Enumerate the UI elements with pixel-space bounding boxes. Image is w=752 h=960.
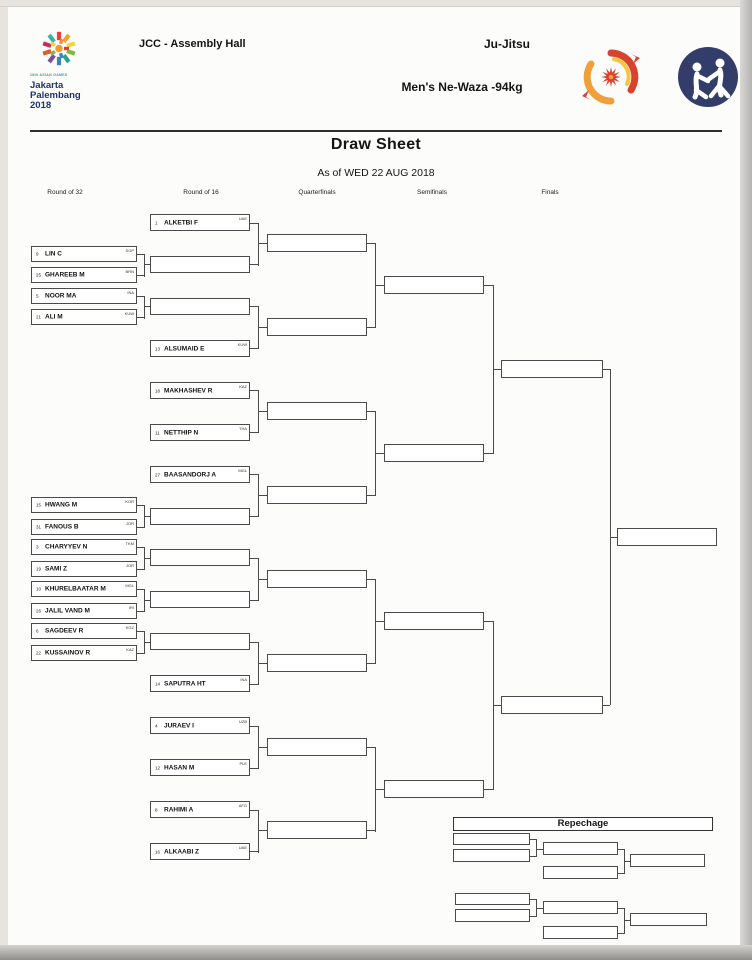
noc-code: KAZ (239, 384, 247, 389)
noc-code: KUW (124, 311, 134, 316)
bracket-line (367, 243, 375, 244)
as-of-date: As of WED 22 AUG 2018 (317, 167, 435, 179)
bracket-line (137, 296, 144, 297)
bracket-line (144, 254, 145, 277)
seed-number: 4 (155, 723, 158, 728)
noc-code: JOR (126, 521, 134, 526)
repechage-slot-box (543, 901, 618, 914)
noc-code: AFG (238, 803, 247, 808)
bracket-line (137, 254, 144, 255)
winner-slot-box (150, 298, 250, 315)
logo-city-jakarta: Jakarta (30, 80, 64, 91)
bracket-line (258, 243, 267, 244)
bracket-line (375, 621, 384, 622)
jujitsu-pictogram (677, 46, 739, 108)
seed-number: 27 (155, 472, 161, 477)
bracket-line (624, 861, 630, 862)
round32-player-box (31, 519, 137, 535)
noc-code: SGP (125, 248, 134, 253)
athlete-name: ALSUMAID E (164, 345, 205, 352)
bracket-line (137, 653, 144, 654)
repechage-slot-box (453, 833, 530, 845)
bracket-line (493, 369, 501, 370)
athlete-name: LIN C (45, 250, 62, 258)
bracket-line (367, 830, 375, 831)
seed-number: 16 (155, 849, 161, 854)
logo-city-palembang: Palembang (30, 90, 81, 101)
bracket-line (250, 642, 258, 643)
winner-slot-box (617, 528, 717, 546)
scan-edge-left (0, 0, 8, 960)
bracket-line (144, 296, 145, 319)
bracket-line (250, 432, 258, 433)
bracket-line (484, 621, 493, 622)
header-divider (30, 130, 722, 132)
winner-slot-box (267, 234, 367, 252)
bracket-line (250, 390, 258, 391)
bracket-line (137, 631, 144, 632)
noc-code: INA (240, 677, 247, 682)
athlete-name: GHAREEB M (45, 271, 85, 279)
bracket-line (603, 705, 610, 706)
asian-games-logo (33, 26, 85, 76)
repechage-slot-box (543, 926, 618, 939)
event-label: Men's Ne-Waza -94kg (401, 80, 523, 94)
winner-slot-box (384, 780, 484, 798)
bracket-line (250, 684, 258, 685)
round32-player-box (31, 497, 137, 513)
seed-number: 21 (36, 314, 42, 320)
column-header-finals: Finals (541, 189, 559, 196)
bracket-line (258, 579, 267, 580)
seed-number: 26 (36, 608, 42, 614)
seed-number: 9 (36, 251, 39, 257)
athlete-name: KHURELBAATAR M (45, 585, 106, 593)
scan-edge-bottom (0, 945, 752, 960)
round32-player-box (31, 561, 137, 577)
bracket-line (250, 558, 258, 559)
athlete-name: NOOR MA (45, 292, 77, 300)
seed-number: 6 (36, 628, 39, 634)
repechage-slot-box (630, 913, 707, 926)
repechage-slot-box (543, 842, 618, 855)
round16-player-box (150, 675, 250, 692)
bracket-line (250, 306, 258, 307)
athlete-name: JALIL VAND M (45, 607, 90, 615)
bracket-line (137, 527, 144, 528)
seed-number: 10 (36, 586, 42, 592)
bracket-line (258, 495, 267, 496)
round16-player-box (150, 382, 250, 399)
round16-player-box (150, 466, 250, 483)
noc-code: BRN (125, 269, 134, 274)
seed-number: 11 (155, 430, 160, 435)
bracket-line (250, 516, 258, 517)
round32-player-box (31, 288, 137, 304)
round32-player-box (31, 539, 137, 555)
bracket-line (375, 789, 384, 790)
noc-code: PLE (239, 761, 247, 766)
noc-code: KAZ (126, 647, 134, 652)
bracket-line (250, 810, 258, 811)
bracket-line (250, 474, 258, 475)
athlete-name: HWANG M (45, 501, 78, 509)
scan-edge-top (0, 0, 752, 7)
round16-player-box (150, 214, 250, 231)
noc-code: THA (239, 426, 247, 431)
bracket-line (258, 747, 267, 748)
round16-player-box (150, 843, 250, 860)
seed-number: 31 (36, 524, 42, 530)
athlete-name: SAMI Z (45, 565, 68, 573)
bracket-line (137, 547, 144, 548)
jjau-logo (578, 44, 644, 110)
bracket-line (137, 569, 144, 570)
winner-slot-box (267, 402, 367, 420)
bracket-line (603, 369, 610, 370)
noc-code: KUW (237, 342, 247, 347)
repechage-slot-box (543, 866, 618, 879)
round32-player-box (31, 645, 137, 661)
winner-slot-box (384, 612, 484, 630)
logo-year: 2018 (30, 100, 52, 111)
seed-number: 3 (36, 544, 39, 550)
noc-code: UAE (238, 845, 247, 850)
bracket-line (367, 327, 375, 328)
column-header-semifinals: Semifinals (417, 189, 447, 196)
athlete-name: ALKAABI Z (164, 848, 200, 855)
athlete-name: SAGDEEV R (45, 627, 84, 635)
bracket-line (367, 579, 375, 580)
athlete-name: CHARYYEV N (45, 543, 88, 551)
athlete-name: MAKHASHEV R (164, 387, 213, 394)
round32-player-box (31, 623, 137, 639)
winner-slot-box (150, 591, 250, 608)
seed-number: 12 (155, 765, 161, 770)
repechage-slot-box (630, 854, 705, 867)
bracket-line (367, 663, 375, 664)
athlete-name: RAHIMI A (164, 806, 194, 813)
bracket-line (375, 285, 384, 286)
bracket-line (624, 908, 625, 934)
athlete-name: BAASANDORJ A (164, 471, 217, 478)
repechage-slot-box (455, 893, 530, 905)
bracket-line (536, 839, 537, 857)
athlete-name: HASAN M (164, 764, 195, 771)
winner-slot-box (267, 654, 367, 672)
winner-slot-box (267, 821, 367, 839)
asian-games-edition-text: 18th ASIAN GAMES (30, 73, 68, 77)
bracket-line (250, 768, 258, 769)
seed-number: 15 (36, 502, 42, 508)
sport-label: Ju-Jitsu (483, 37, 530, 51)
athlete-name: NETTHIP N (164, 429, 199, 436)
bracket-line (258, 810, 259, 853)
noc-code: KGZ (125, 625, 134, 630)
repechage-header: Repechage (453, 817, 713, 831)
seed-number: 25 (36, 272, 42, 278)
round16-player-box (150, 424, 250, 441)
winner-slot-box (267, 318, 367, 336)
round32-player-box (31, 603, 137, 619)
bracket-line (367, 747, 375, 748)
noc-code: IRI (128, 605, 134, 610)
bracket-line (624, 920, 630, 921)
bracket-line (250, 600, 258, 601)
bracket-line (258, 830, 267, 831)
bracket-line (484, 285, 493, 286)
seed-number: 14 (155, 681, 161, 686)
winner-slot-box (384, 276, 484, 294)
bracket-line (250, 223, 258, 224)
seed-number: 1 (155, 220, 158, 225)
bracket-line (137, 317, 144, 318)
repechage-slot-box (455, 909, 530, 922)
winner-slot-box (267, 570, 367, 588)
bracket-line (536, 908, 543, 909)
round32-player-box (31, 309, 137, 325)
winner-slot-box (267, 738, 367, 756)
bracket-line (484, 453, 493, 454)
bracket-line (536, 849, 543, 850)
athlete-name: ALI M (45, 313, 63, 321)
seed-number: 22 (36, 650, 42, 656)
winner-slot-box (501, 360, 603, 378)
round32-player-box (31, 246, 137, 262)
athlete-name: SAPUTRA HT (164, 680, 206, 687)
bracket-line (484, 789, 493, 790)
noc-code: KOR (125, 499, 134, 504)
winner-slot-box (150, 508, 250, 525)
round32-player-box (31, 267, 137, 283)
bracket-line (250, 264, 258, 265)
winner-slot-box (150, 256, 250, 273)
round32-player-box (31, 581, 137, 597)
athlete-name: KUSSAINOV R (45, 649, 91, 657)
athlete-name: ALKETBI F (164, 219, 198, 226)
bracket-line (137, 611, 144, 612)
winner-slot-box (384, 444, 484, 462)
bracket-line (258, 411, 267, 412)
noc-code: MGL (238, 468, 247, 473)
noc-code: TKM (125, 541, 134, 546)
column-header-round-of-32: Round of 32 (47, 189, 83, 196)
scan-edge-right (740, 0, 752, 960)
bracket-line (610, 537, 617, 538)
bracket-line (375, 453, 384, 454)
noc-code: UZB (239, 719, 247, 724)
noc-code: MGL (125, 583, 134, 588)
repechage-slot-box (453, 849, 530, 862)
seed-number: 5 (36, 293, 39, 299)
bracket-line (137, 589, 144, 590)
athlete-name: JURAEV I (164, 722, 194, 729)
round16-player-box (150, 759, 250, 776)
bracket-line (250, 726, 258, 727)
bracket-line (258, 327, 267, 328)
bracket-line (258, 223, 259, 266)
page-title: Draw Sheet (330, 136, 422, 153)
bracket-line (137, 275, 144, 276)
seed-number: 19 (36, 566, 42, 572)
round16-player-box (150, 801, 250, 818)
bracket-line (250, 348, 258, 349)
winner-slot-box (150, 633, 250, 650)
column-header-round-of-16: Round of 16 (183, 189, 219, 196)
athlete-name: FANOUS B (45, 523, 79, 531)
winner-slot-box (267, 486, 367, 504)
noc-code: UAE (238, 216, 247, 221)
winner-slot-box (501, 696, 603, 714)
bracket-line (250, 851, 258, 852)
noc-code: JOR (126, 563, 134, 568)
column-header-quarterfinals: Quarterfinals (298, 189, 336, 196)
bracket-line (137, 505, 144, 506)
bracket-line (493, 705, 501, 706)
bracket-line (258, 663, 267, 664)
bracket-line (367, 495, 375, 496)
round16-player-box (150, 340, 250, 357)
round16-player-box (150, 717, 250, 734)
seed-number: 18 (155, 388, 161, 393)
bracket-line (367, 411, 375, 412)
winner-slot-box (150, 549, 250, 566)
seed-number: 13 (155, 346, 161, 351)
seed-number: 8 (155, 807, 158, 812)
noc-code: INA (127, 290, 134, 295)
venue-label: JCC - Assembly Hall (139, 38, 246, 50)
